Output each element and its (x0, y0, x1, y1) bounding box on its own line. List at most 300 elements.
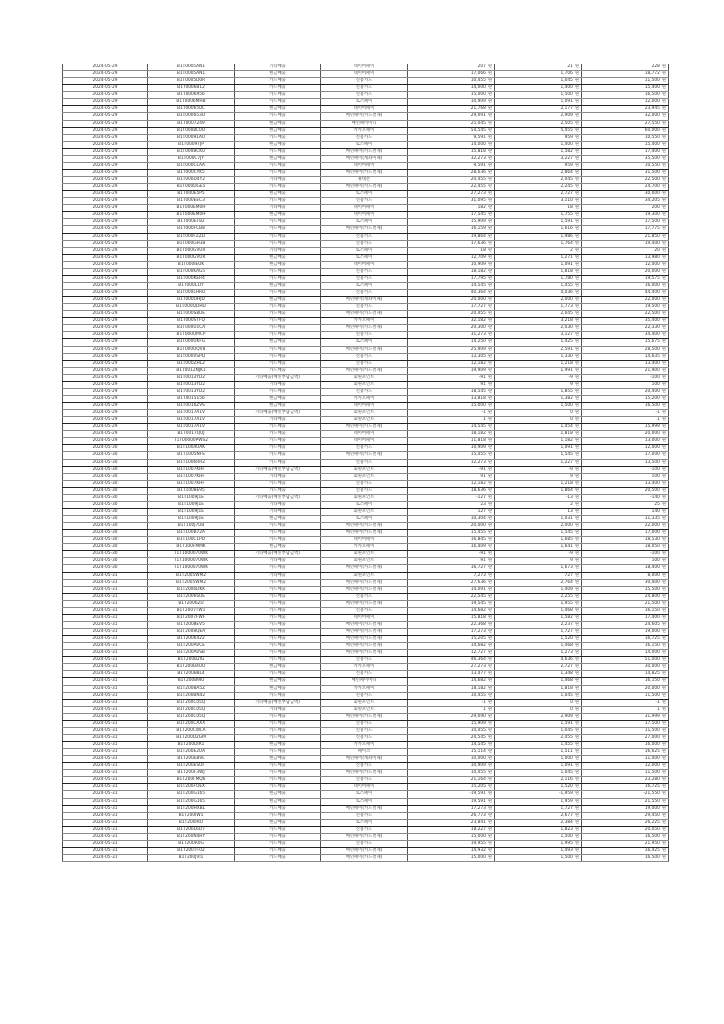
payment-method-cell: 배민페이(카드결제) (321, 636, 408, 643)
currency-unit: 원 (661, 282, 666, 288)
amount-value: 2,237 (560, 621, 573, 627)
amount-value: 22,000 (644, 297, 660, 303)
order-id-cell: B1T0008C0O (148, 127, 235, 134)
order-id-cell: B1T200B8L4 (148, 671, 235, 678)
currency-unit: 원 (487, 162, 492, 168)
table-row (63, 480, 669, 487)
currency-unit: 원 (487, 749, 492, 755)
table-row (63, 643, 669, 650)
order-id-cell: B1T000OHJD (148, 297, 235, 304)
currency-unit: 원 (487, 770, 492, 776)
amount-value: 1,271 (560, 254, 573, 260)
table-row (63, 734, 669, 741)
currency-unit: 원 (574, 671, 579, 677)
sales-type-cell: 카드매출 (235, 148, 321, 155)
currency-unit: 원 (574, 819, 579, 825)
supply-amount-cell (408, 226, 495, 233)
vat-cell (495, 720, 582, 727)
supply-amount-cell (408, 191, 495, 198)
supply-amount-cell (408, 325, 495, 332)
vat-cell (495, 177, 582, 184)
currency-unit: 원 (574, 614, 579, 620)
amount-value: 13 (567, 508, 573, 514)
supply-amount-cell (408, 847, 495, 854)
amount-value: 27,550 (644, 120, 660, 126)
amount-value: 27,273 (470, 191, 486, 197)
supply-amount-cell (408, 290, 495, 297)
payment-method-cell: 신용카드 (321, 78, 408, 85)
supply-amount-cell (408, 480, 495, 487)
vat-cell (495, 523, 582, 530)
order-id-cell: B1T0009TJP (148, 141, 235, 148)
currency-unit: 원 (574, 395, 579, 401)
order-id-cell: T1T1000070WK (148, 558, 235, 565)
sales-type-cell: 현금매출 (235, 791, 321, 798)
amount-value: 25,045 (470, 120, 486, 126)
currency-unit: 원 (661, 445, 666, 451)
sales-type-cell: 카드매출 (235, 233, 321, 240)
amount-value: -100 (650, 374, 660, 380)
currency-unit: 원 (574, 840, 579, 846)
payment-method-cell: 토스페이 (321, 339, 408, 346)
order-id-cell: B1T000GVUR (148, 254, 235, 261)
currency-unit: 원 (574, 459, 579, 465)
payment-method-cell: 신용카드 (321, 763, 408, 770)
currency-unit: 원 (487, 629, 492, 635)
sales-type-cell: 기타매출 (235, 558, 321, 565)
order-id-cell: B1T000KER4 (148, 275, 235, 282)
currency-unit: 원 (574, 438, 579, 444)
payment-method-cell: 신용카드 (321, 480, 408, 487)
currency-unit: 원 (574, 169, 579, 175)
payment-method-cell: 배민페이(카드결제) (321, 565, 408, 572)
supply-amount-cell (408, 459, 495, 466)
sales-type-cell: 현금매출 (235, 71, 321, 78)
currency-unit: 원 (574, 431, 579, 437)
total-amount-cell (582, 141, 669, 148)
amount-value: 1,227 (560, 459, 573, 465)
order-id-cell: B1T200BA5Z (148, 685, 235, 692)
amount-value: 2,000 (560, 297, 573, 303)
date-cell: 2024-05-31 (63, 847, 148, 854)
amount-value: 29,091 (470, 113, 486, 119)
vat-cell (495, 162, 582, 169)
amount-value: 2,909 (560, 713, 573, 719)
vat-cell (495, 233, 582, 240)
supply-amount-cell (408, 643, 495, 650)
amount-value: 11,000 (644, 756, 660, 762)
total-amount-cell (582, 734, 669, 741)
table-row (63, 410, 669, 417)
currency-unit: 원 (574, 191, 579, 197)
vat-cell (495, 92, 582, 99)
supply-amount-cell (408, 537, 495, 544)
vat-cell (495, 621, 582, 628)
payment-method-cell: 배민페이(카드결제) (321, 424, 408, 431)
payment-method-cell: 배민페이(계좌이체) (321, 756, 408, 763)
date-cell: 2024-05-29 (63, 438, 148, 445)
sales-type-cell: 기타매출 (235, 473, 321, 480)
sales-ledger-table (62, 64, 669, 862)
amount-value: 1,511 (560, 749, 573, 755)
table-row (63, 678, 669, 685)
supply-amount-cell (408, 855, 495, 862)
table-row (63, 395, 669, 402)
currency-unit: 원 (574, 304, 579, 310)
sales-type-cell: 카드매출 (235, 621, 321, 628)
vat-cell (495, 388, 582, 395)
vat-cell (495, 120, 582, 127)
currency-unit: 원 (661, 664, 666, 670)
table-row (63, 339, 669, 346)
table-row (63, 487, 669, 494)
amount-value: 13,477 (470, 671, 486, 677)
currency-unit: 원 (574, 480, 579, 486)
amount-value: 14,000 (644, 650, 660, 656)
currency-unit: 원 (574, 261, 579, 267)
sales-type-cell: 카드매출 (235, 607, 321, 614)
order-id-cell: B1T200IRO (148, 819, 235, 826)
currency-unit: 원 (574, 784, 579, 790)
amount-value: 17,000 (644, 530, 660, 536)
sales-type-cell: 기타매출 (235, 417, 321, 424)
vat-cell (495, 169, 582, 176)
date-cell: 2024-05-29 (63, 290, 148, 297)
amount-value: 15,000 (470, 92, 486, 98)
amount-value: 15,000 (470, 855, 486, 861)
date-cell: 2024-05-31 (63, 784, 148, 791)
sales-type-cell: 카드매출 (235, 219, 321, 226)
amount-value: 4,036 (560, 290, 573, 296)
order-id-cell: B1T2007TW1 (148, 607, 235, 614)
amount-value: 18,545 (470, 388, 486, 394)
table-row (63, 586, 669, 593)
date-cell: 2024-05-31 (63, 855, 148, 862)
currency-unit: 원 (487, 339, 492, 345)
order-id-cell: T1T1000070WK (148, 565, 235, 572)
supply-amount-cell (408, 833, 495, 840)
order-id-cell: B1T200BN42 (148, 692, 235, 699)
payment-method-cell: 회원포인트 (321, 473, 408, 480)
payment-method-cell: 토스페이 (321, 798, 408, 805)
amount-value: 13,500 (644, 459, 660, 465)
currency-unit: 원 (661, 353, 666, 359)
order-id-cell: B1T000BCKU (148, 148, 235, 155)
vat-cell (495, 353, 582, 360)
sales-type-cell: 카드매출 (235, 840, 321, 847)
amount-value: 1,773 (560, 304, 573, 310)
sales-type-cell: 카드매출 (235, 565, 321, 572)
payment-method-cell: 네이버페이 (321, 784, 408, 791)
vat-cell (495, 614, 582, 621)
supply-amount-cell (408, 445, 495, 452)
payment-method-cell: 신용카드 (321, 727, 408, 734)
order-id-cell: B1T2006422 (148, 636, 235, 643)
amount-value: 9 (570, 473, 573, 479)
order-id-cell: B1T000STFQ (148, 318, 235, 325)
date-cell: 2024-05-31 (63, 770, 148, 777)
total-amount-cell (582, 699, 669, 706)
vat-cell (495, 607, 582, 614)
table-row (63, 205, 669, 212)
currency-unit: 원 (487, 643, 492, 649)
sales-type-cell: 카드매출 (235, 240, 321, 247)
table-row (63, 381, 669, 388)
amount-value: 2,591 (560, 346, 573, 352)
order-id-cell: B1T000IEUK (148, 261, 235, 268)
date-cell: 2024-05-30 (63, 558, 148, 565)
supply-amount-cell (408, 530, 495, 537)
currency-unit: 원 (574, 247, 579, 253)
currency-unit: 원 (487, 148, 492, 154)
currency-unit: 원 (574, 99, 579, 105)
amount-value: 182 (477, 205, 486, 211)
payment-method-cell: 신용카드 (321, 388, 408, 395)
currency-unit: 원 (487, 805, 492, 811)
amount-value: 9,591 (473, 134, 486, 140)
total-amount-cell (582, 395, 669, 402)
amount-value: 207 (477, 64, 486, 70)
currency-unit: 원 (574, 240, 579, 246)
total-amount-cell (582, 410, 669, 417)
amount-value: 1,045 (560, 78, 573, 84)
supply-amount-cell (408, 297, 495, 304)
amount-value: 21,900 (644, 367, 660, 373)
vat-cell (495, 290, 582, 297)
amount-value: 1,616 (560, 226, 573, 232)
currency-unit: 원 (574, 417, 579, 423)
date-cell: 2024-05-29 (63, 240, 148, 247)
order-id-cell: B1T000C7JY (148, 155, 235, 162)
order-id-cell: B1T200B2IG (148, 657, 235, 664)
currency-unit: 원 (661, 742, 666, 748)
amount-value: 12,000 (644, 445, 660, 451)
amount-value: 29,090 (470, 713, 486, 719)
currency-unit: 원 (487, 544, 492, 550)
currency-unit: 원 (574, 254, 579, 260)
supply-amount-cell (408, 551, 495, 558)
total-amount-cell (582, 805, 669, 812)
order-id-cell: B1T1007KHF (148, 473, 235, 480)
date-cell: 2024-05-30 (63, 508, 148, 515)
currency-unit: 원 (574, 494, 579, 500)
amount-value: 959 (564, 162, 573, 168)
amount-value: 2,045 (560, 177, 573, 183)
amount-value: 10,455 (470, 770, 486, 776)
currency-unit: 원 (661, 254, 666, 260)
table-row (63, 685, 669, 692)
amount-value: 100 (651, 473, 660, 479)
supply-amount-cell (408, 494, 495, 501)
payment-method-cell: 신용카드 (321, 734, 408, 741)
amount-value: 9 (570, 558, 573, 564)
currency-unit: 원 (574, 403, 579, 409)
currency-unit: 원 (574, 360, 579, 366)
vat-cell (495, 692, 582, 699)
date-cell: 2024-05-29 (63, 141, 148, 148)
amount-value: 20,500 (644, 487, 660, 493)
currency-unit: 원 (574, 473, 579, 479)
currency-unit: 원 (661, 71, 666, 77)
amount-value: 727 (564, 572, 573, 578)
amount-value: 11,500 (644, 692, 660, 698)
order-id-cell: B1T0007249 (148, 120, 235, 127)
order-id-cell: B1T0006B12 (148, 85, 235, 92)
supply-amount-cell (408, 127, 495, 134)
vat-cell (495, 727, 582, 734)
currency-unit: 원 (574, 607, 579, 613)
table-row (63, 720, 669, 727)
total-amount-cell (582, 85, 669, 92)
sales-type-cell: 현금매출 (235, 297, 321, 304)
order-id-cell: B1T1004UAK (148, 445, 235, 452)
amount-value: 46,364 (470, 657, 486, 663)
total-amount-cell (582, 113, 669, 120)
sales-type-cell: 카드매출 (235, 99, 321, 106)
amount-value: 16,150 (644, 643, 660, 649)
total-amount-cell (582, 544, 669, 551)
payment-method-cell: 회원포인트 (321, 699, 408, 706)
date-cell: 2024-05-29 (63, 282, 148, 289)
supply-amount-cell (408, 749, 495, 756)
total-amount-cell (582, 417, 669, 424)
date-cell: 2024-05-29 (63, 219, 148, 226)
currency-unit: 원 (487, 71, 492, 77)
order-id-cell: B1T1009J1E (148, 494, 235, 501)
amount-value: 12,000 (644, 261, 660, 267)
payment-method-cell: 신용카드 (321, 290, 408, 297)
currency-unit: 원 (661, 812, 666, 818)
table-row (63, 346, 669, 353)
amount-value: 18,050 (644, 544, 660, 550)
amount-value: 2,255 (560, 593, 573, 599)
vat-cell (495, 544, 582, 551)
amount-value: 15,818 (470, 614, 486, 620)
order-id-cell: B1T200ESOF (148, 763, 235, 770)
table-row (63, 650, 669, 657)
currency-unit: 원 (661, 586, 666, 592)
order-id-cell: B1T200C05Q (148, 713, 235, 720)
total-amount-cell (582, 777, 669, 784)
amount-value: 18,530 (644, 537, 660, 543)
supply-amount-cell (408, 558, 495, 565)
supply-amount-cell (408, 395, 495, 402)
vat-cell (495, 282, 582, 289)
payment-method-cell: 배민페이(카드결제) (321, 629, 408, 636)
amount-value: 25,909 (470, 346, 486, 352)
amount-value: 1,500 (560, 855, 573, 861)
currency-unit: 원 (487, 177, 492, 183)
total-amount-cell (582, 332, 669, 339)
currency-unit: 원 (661, 699, 666, 705)
currency-unit: 원 (487, 826, 492, 832)
currency-unit: 원 (574, 162, 579, 168)
total-amount-cell (582, 148, 669, 155)
vat-cell (495, 678, 582, 685)
sales-type-cell: 기타매출 (235, 508, 321, 515)
table-row (63, 332, 669, 339)
supply-amount-cell (408, 629, 495, 636)
sales-type-cell: 카드매출 (235, 431, 321, 438)
table-row (63, 268, 669, 275)
vat-cell (495, 367, 582, 374)
vat-cell (495, 537, 582, 544)
currency-unit: 원 (487, 99, 492, 105)
supply-amount-cell (408, 169, 495, 176)
amount-value: 4,636 (560, 657, 573, 663)
vat-cell (495, 826, 582, 833)
currency-unit: 원 (661, 127, 666, 133)
payment-method-cell: 카카오페이 (321, 395, 408, 402)
currency-unit: 원 (487, 501, 492, 507)
vat-cell (495, 226, 582, 233)
date-cell: 2024-05-31 (63, 734, 148, 741)
table-row (63, 600, 669, 607)
supply-amount-cell (408, 600, 495, 607)
table-row (63, 71, 669, 78)
supply-amount-cell (408, 657, 495, 664)
total-amount-cell (582, 240, 669, 247)
sales-type-cell: 카드매출 (235, 424, 321, 431)
currency-unit: 원 (661, 537, 666, 543)
amount-value: 19,545 (470, 600, 486, 606)
sales-type-cell: 카드매출 (235, 734, 321, 741)
currency-unit: 원 (661, 431, 666, 437)
amount-value: 24,700 (644, 184, 660, 190)
amount-value: 17,775 (644, 226, 660, 232)
amount-value: 140 (651, 508, 660, 514)
date-cell: 2024-05-31 (63, 727, 148, 734)
vat-cell (495, 403, 582, 410)
table-row (63, 473, 669, 480)
table-row (63, 85, 669, 92)
currency-unit: 원 (661, 650, 666, 656)
supply-amount-cell (408, 374, 495, 381)
vat-cell (495, 819, 582, 826)
payment-method-cell: 네이버페이 (321, 64, 408, 71)
amount-value: 2 (570, 501, 573, 507)
currency-unit: 원 (487, 282, 492, 288)
supply-amount-cell (408, 579, 495, 586)
sales-type-cell: 기타매출(배민부담금액) (235, 551, 321, 558)
currency-unit: 원 (487, 678, 492, 684)
payment-method-cell: 토스페이 (321, 191, 408, 198)
date-cell: 2024-05-31 (63, 643, 148, 650)
amount-value: 31,273 (470, 332, 486, 338)
table-row (63, 466, 669, 473)
table-row (63, 770, 669, 777)
amount-value: 10,909 (470, 99, 486, 105)
table-row (63, 840, 669, 847)
order-id-cell: B1T1005NFS (148, 452, 235, 459)
vat-cell (495, 734, 582, 741)
currency-unit: 원 (574, 177, 579, 183)
table-row (63, 134, 669, 141)
sales-type-cell: 현금매출 (235, 403, 321, 410)
amount-value: 2,384 (560, 819, 573, 825)
currency-unit: 원 (487, 346, 492, 352)
order-id-cell: B1T0013YD2 (148, 381, 235, 388)
order-id-cell: B1T000VSPQ (148, 353, 235, 360)
sales-type-cell: 기타매출 (235, 247, 321, 254)
currency-unit: 원 (661, 621, 666, 627)
currency-unit: 원 (487, 855, 492, 861)
total-amount-cell (582, 120, 669, 127)
payment-method-cell: 회원포인트 (321, 381, 408, 388)
order-id-cell: B1T1007KHF (148, 480, 235, 487)
total-amount-cell (582, 247, 669, 254)
vat-cell (495, 339, 582, 346)
